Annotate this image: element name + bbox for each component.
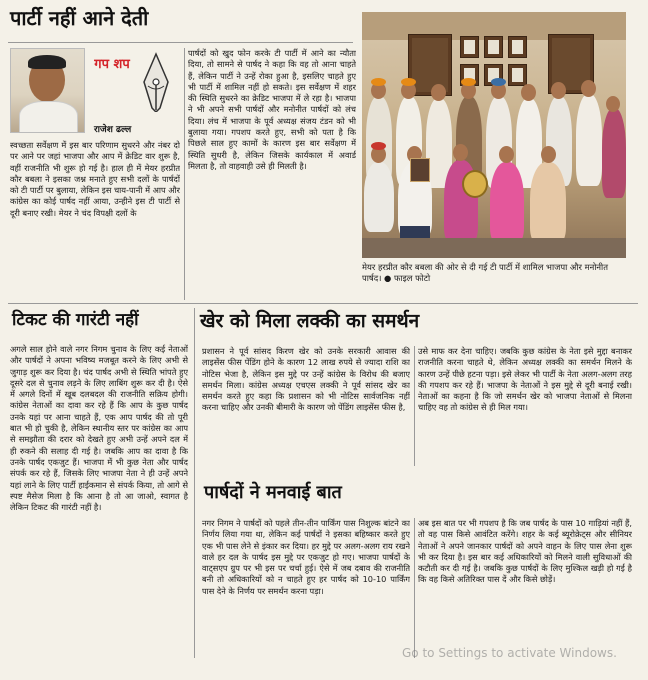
headline-rule	[8, 42, 353, 43]
article3-col1: प्रशासन ने पूर्व सांसद किरण खेर को उनके सरकारी आवास की लाइसेंस फीस पेंडिंग होने के कारण 12 लाख रुपये से ज्यादा राशि का नोटिस भेजा है, लेकिन इस मुद्दे पर उन्हें कांग्रेस के विरोध की बजाए समर्थन मिला। कांग्रेस अध्यक्ष एचएस लक्की ने पूर्व सांसद खेर का समर्थन करते हुए कहा कि प्रशासन को भी नोटिस सार्वजनिक नहीं करना चाहिए और उनकी बीमारी के कारण जो पेंडिंग लाइसेंस फीस है,	[202, 346, 410, 413]
column-divider	[414, 346, 415, 466]
article1-para-b: पार्षदों को खुद फोन करके टी पार्टी में आने का न्यौता दिया, तो सामने से पार्षद ने कहा कि वह तो आना चाहते हैं, लेकिन पार्टी ने उन्हें रोका हुआ है, इसलिए चाहते हुए भी पार्टी में शामिल नहीं हो सकते। इस सर्वेक्षण में शहर की स्थिति सुधरने का क्रेडिट भाजपा में ले रहा है। भाजपा ने भी अपने सभी पार्षदों और मनोनीत पार्षदों को लंच दिया। लंच में भाजपा के पूर्व अध्यक्ष संजय टंडन को भी बुलाया गया। गपशप करते हुए, सभी को पता है कि पिछले साल हुए कामों के कारण इस बार सर्वेक्षण में स्थिति सुधरी है, लेकिन जिसके कार्यकाल में अवार्ड मिलता है, तो वाहवाही उसे ही मिलती है।	[188, 48, 356, 171]
column-badge: गप शप	[94, 57, 130, 72]
activation-watermark: Go to Settings to activate Windows.	[402, 646, 617, 660]
article4-col1: नगर निगम ने पार्षदों को पहले तीन-तीन पार्किंग पास निशुल्क बांटने का निर्णय लिया गया था, लेकिन कई पार्षदों ने इसका बहिष्कार करते हुए एक भी पास लेने से इंकार कर दिया। हर मुद्दे पर अलग-अलग राय रखने वाले हर दल के पार्षद इस मुद्दे पर एकजुट हो गए। भाजपा पार्षदों के वाट्सएप ग्रुप पर भी इस पर चर्चा हुई। ऐसे में जब दबाव की राजनीति बनी तो अधिकारियों को न चाहते हुए हर पार्षद को 10-10 पार्किंग पास देने के निर्णय पर समर्थन करना पड़ा।	[202, 518, 410, 596]
article4-headline: पार्षदों ने मनवाई बात	[204, 482, 342, 503]
byline: राजेश ढल्ल	[94, 125, 132, 135]
pen-nib-icon	[138, 52, 174, 112]
article1-headline: पार्टी नहीं आने देती	[10, 6, 149, 30]
column-divider	[414, 518, 415, 658]
section-rule	[8, 303, 638, 304]
article3-headline: खेर को मिला लक्की का समर्थन	[200, 310, 420, 332]
article2-headline: टिकट की गारंटी नहीं	[12, 310, 139, 330]
column-divider	[184, 48, 185, 300]
author-photo	[10, 48, 85, 133]
article1-para-a: स्वच्छता सर्वेक्षण में इस बार परिणाम सुधरने और नंबर दो पर आने पर जहां भाजपा और आप में क्रेडिट वार शुरू है, वहीं राजनीति भी शुरू हो गई है। हाल ही में मेयर हरप्रीत कौर बबला ने इसका जश्न मनाते हुए सभी दलों के पार्षदों को टी पार्टी पर बुलाया, लेकिन इस चाय-पानी में आप और कांग्रेस का कोई पार्षद नहीं आया, उन्हीने इस टी पार्टी से दूरी बनाए रखी। मेयर ने चंद विपक्षी दलों के	[10, 140, 180, 218]
article2-body: अगले साल होने वाले नगर निगम चुनाव के लिए कई नेताओं और पार्षदों ने अपना भविष्य मजबूत करने के लिए अभी से जुगाड़ शुरू कर दिया है। चंद पार्षद अभी से स्थिति भांपते हुए दूसरे दल से चुनाव लड़ने के लिए लाबिंग शुरू कर दी है। ऐसे में अगले दिनों में खूब दलबदल की राजनीति सक्रिय होगी। कांग्रेस नेताओं का दावा कर रहे हैं कि आप के कुछ पार्षद उनके यहां पर आना चाहते हैं, एक आप पार्षद की तो पूरी बात भी हो चुकी है, लेकिन स्थानीय स्तर पर कांग्रेस का आप से समझौता की दरार को देखते हुए अभी उन्हें अपने दल में ही रुकने की सलाह दी गई है। जबकि आप का दावा है कि उनके पार्षद एकजुट हैं। भाजपा में भी कुछ नेता और पार्षद संपर्क कर रहे हैं, जिसके लिए भाजपा नेता ने ही उन्हें अपने यहां लाने के लिए पार्टी हाईकमान से संपर्क किया, तो आगे से स्पष्ट मैसेज मिला है कि आना है तो आ जाओ, स्वागत है लेकिन टिकट की गारंटी नहीं है।	[10, 344, 188, 513]
article4-col2: अब इस बात पर भी गपशप है कि जब पार्षद के पास 10 गाड़ियां नहीं हैं, तो वह पास किसे आवंटित करेंगे। शहर के कई ब्यूरोक्रेट्स और सीनियर नेताओं ने अपने जानकार पार्षदों को अपने वाहन के लिए पास लेना शुरू भी कर दिया है। इस बार कई अधिकारियों को मिलने वाली सुविधाओं की कटौती कर दी गई है। जबकि कुछ पार्षदों के लिए मुश्किल खड़ी हो गई है कि वह किसे अतिरिक्त पास दें और किसे छोड़ें।	[418, 518, 632, 585]
photo-caption: मेयर हरप्रीत कौर बबला की ओर से दी गई टी पार्टी में शामिल भाजपा और मनोनीत पार्षद। ● फाइल फोटो	[362, 262, 608, 284]
article3-col2: उसे माफ कर देना चाहिए। जबकि कुछ कांग्रेस के नेता इसे मुद्दा बनाकर राजनीति करना चाहते थे, लेकिन अध्यक्ष लक्की का समर्थन मिलने के कारण उन्हें पीछे हटना पड़ा। इसे लेकर भी पार्टी के नेता अलग-अलग तरह की गपशप कर रहे हैं। भाजपा के नेताओं ने इस मुद्दे से दूरी बनाई रखी। नेताओं का कहना है कि जो समर्थन खेर को भाजपा नेताओं से मिलना चाहिए वह तो कांग्रेस से ही मिल गया।	[418, 346, 632, 413]
column-divider	[194, 308, 195, 658]
group-photo	[362, 12, 626, 258]
